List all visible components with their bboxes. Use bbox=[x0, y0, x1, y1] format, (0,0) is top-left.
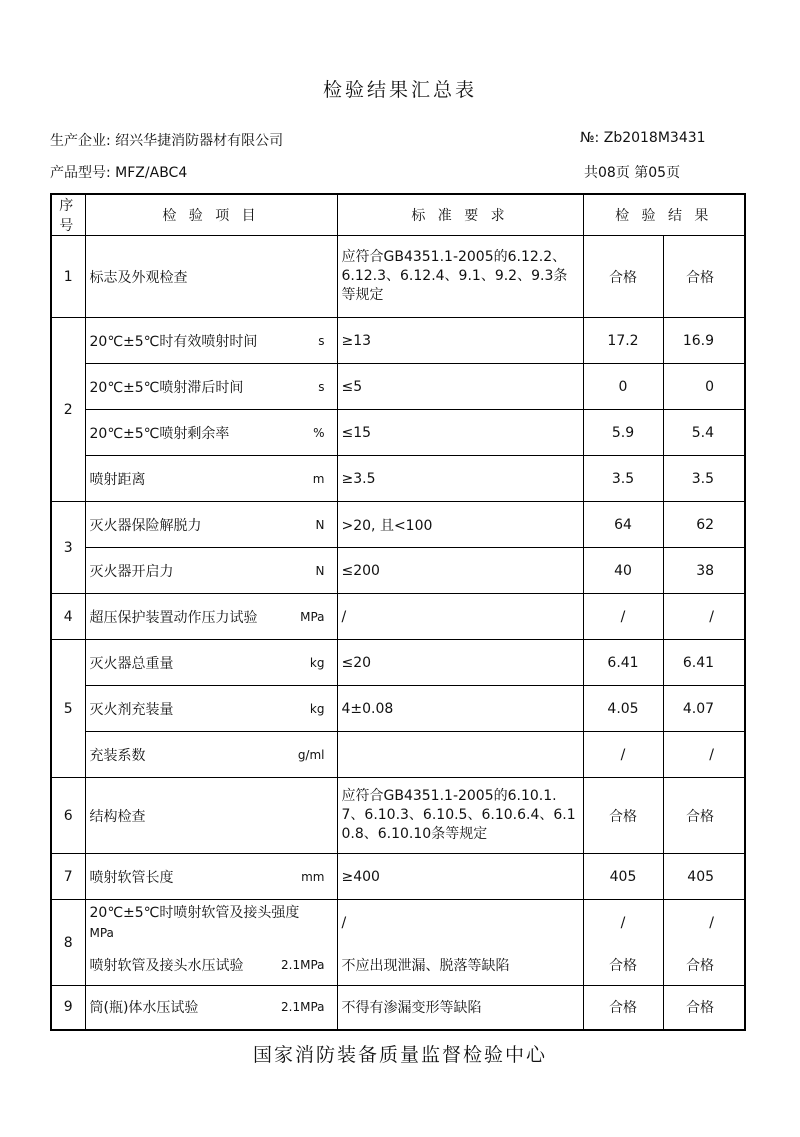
table-row bbox=[51, 548, 745, 594]
table-row bbox=[51, 410, 745, 456]
item-unit: % bbox=[313, 425, 325, 440]
row-result-1: 合格 bbox=[583, 236, 663, 318]
row-result-2: 38 bbox=[663, 548, 745, 594]
row-requirement: ≤15 bbox=[337, 410, 583, 456]
item-label: 灭火器保险解脱力 bbox=[89, 517, 202, 534]
item-label: 喷射距离 bbox=[89, 471, 146, 488]
table-row bbox=[51, 946, 745, 986]
row-result-1: 合格 bbox=[583, 778, 663, 854]
report-number: №: Zb2018M3431 bbox=[580, 130, 706, 146]
item-label: 结构检查 bbox=[89, 808, 146, 825]
header-result: 检 验 结 果 bbox=[583, 194, 745, 236]
row-item bbox=[85, 456, 337, 502]
item-label: 筒(瓶)体水压试验 bbox=[89, 1000, 199, 1017]
row-item bbox=[85, 236, 337, 318]
table-row bbox=[51, 502, 745, 548]
item-label: 标志及外观检查 bbox=[89, 269, 188, 286]
table-header-row bbox=[51, 194, 745, 236]
row-result-1: 40 bbox=[583, 548, 663, 594]
row-result-1: 17.2 bbox=[583, 318, 663, 364]
table-row bbox=[51, 732, 745, 778]
row-result-2: 4.07 bbox=[663, 686, 745, 732]
row-result-1: / bbox=[583, 900, 663, 946]
table-row bbox=[51, 686, 745, 732]
item-label: 灭火器开启力 bbox=[89, 563, 174, 580]
table-row bbox=[51, 986, 745, 1030]
header-no: 序号 bbox=[51, 194, 85, 236]
row-item bbox=[85, 778, 337, 854]
item-label: 充装系数 bbox=[89, 747, 146, 764]
table-row bbox=[51, 236, 745, 318]
row-item bbox=[85, 986, 337, 1030]
producer-name: 绍兴华捷消防器材有限公司 bbox=[115, 133, 284, 149]
row-requirement: >20, 且<100 bbox=[337, 502, 583, 548]
row-no: 6 bbox=[51, 778, 85, 854]
row-no: 8 bbox=[51, 900, 85, 986]
row-result-1: 6.41 bbox=[583, 640, 663, 686]
row-result-2: 5.4 bbox=[663, 410, 745, 456]
row-requirement: 不应出现泄漏、脱落等缺陷 bbox=[337, 946, 583, 986]
footer-organization: 国家消防装备质量监督检验中心 bbox=[252, 1044, 547, 1066]
table-row bbox=[51, 900, 745, 946]
row-item bbox=[85, 946, 337, 986]
producer-line bbox=[50, 130, 283, 150]
row-no: 3 bbox=[51, 502, 85, 594]
row-no: 4 bbox=[51, 594, 85, 640]
table-row bbox=[51, 318, 745, 364]
row-result-1: 5.9 bbox=[583, 410, 663, 456]
row-requirement: ≥13 bbox=[337, 318, 583, 364]
row-no: 7 bbox=[51, 854, 85, 900]
row-result-1: 4.05 bbox=[583, 686, 663, 732]
row-item bbox=[85, 854, 337, 900]
row-item bbox=[85, 318, 337, 364]
row-result-2: 62 bbox=[663, 502, 745, 548]
item-label: 20℃±5℃喷射滞后时间 bbox=[89, 379, 244, 396]
row-result-1: 合格 bbox=[583, 986, 663, 1030]
row-result-1: / bbox=[583, 732, 663, 778]
table-row bbox=[51, 364, 745, 410]
row-requirement: ≤20 bbox=[337, 640, 583, 686]
row-requirement: 4±0.08 bbox=[337, 686, 583, 732]
row-result-1: 合格 bbox=[583, 946, 663, 986]
item-unit: 2.1MPa bbox=[281, 958, 325, 973]
item-unit: s bbox=[318, 379, 325, 394]
item-unit: 2.1MPa bbox=[281, 1000, 325, 1015]
row-item bbox=[85, 594, 337, 640]
row-item bbox=[85, 640, 337, 686]
row-item bbox=[85, 900, 337, 946]
row-result-2: 3.5 bbox=[663, 456, 745, 502]
item-label: 20℃±5℃时喷射软管及接头强度 bbox=[89, 904, 300, 921]
row-result-2: 16.9 bbox=[663, 318, 745, 364]
row-requirement bbox=[337, 732, 583, 778]
table-row bbox=[51, 640, 745, 686]
item-label: 灭火剂充装量 bbox=[89, 701, 174, 718]
item-unit: N bbox=[315, 563, 325, 578]
item-label: 超压保护装置动作压力试验 bbox=[89, 609, 258, 626]
row-result-1: 0 bbox=[583, 364, 663, 410]
row-requirement: / bbox=[337, 900, 583, 946]
header-item: 检 验 项 目 bbox=[85, 194, 337, 236]
item-unit: MPa bbox=[89, 925, 114, 940]
row-result-2: 合格 bbox=[663, 236, 745, 318]
page-title: 检验结果汇总表 bbox=[322, 79, 477, 101]
row-result-1: 3.5 bbox=[583, 456, 663, 502]
row-result-1: 405 bbox=[583, 854, 663, 900]
table-row bbox=[51, 854, 745, 900]
row-no: 5 bbox=[51, 640, 85, 778]
model-value: MFZ/ABC4 bbox=[115, 165, 188, 181]
row-requirement: ≤5 bbox=[337, 364, 583, 410]
item-label: 灭火器总重量 bbox=[89, 655, 174, 672]
item-label: 喷射软管及接头水压试验 bbox=[89, 958, 244, 975]
row-item bbox=[85, 364, 337, 410]
row-item bbox=[85, 548, 337, 594]
row-result-2: 合格 bbox=[663, 986, 745, 1030]
results-table bbox=[50, 193, 746, 1031]
row-requirement: ≥3.5 bbox=[337, 456, 583, 502]
table-row bbox=[51, 594, 745, 640]
row-result-2: / bbox=[663, 594, 745, 640]
table-row bbox=[51, 778, 745, 854]
producer-label: 生产企业: bbox=[50, 133, 111, 149]
row-requirement: / bbox=[337, 594, 583, 640]
row-item bbox=[85, 686, 337, 732]
table-row bbox=[51, 456, 745, 502]
header-requirement: 标 准 要 求 bbox=[337, 194, 583, 236]
row-requirement: ≤200 bbox=[337, 548, 583, 594]
row-item bbox=[85, 732, 337, 778]
row-requirement: 应符合GB4351.1-2005的6.12.2、6.12.3、6.12.4、9.1、9.2、9.3条等规定 bbox=[337, 236, 583, 318]
row-no: 9 bbox=[51, 986, 85, 1030]
row-result-2: 6.41 bbox=[663, 640, 745, 686]
row-item bbox=[85, 502, 337, 548]
row-item bbox=[85, 410, 337, 456]
item-unit: m bbox=[312, 471, 325, 486]
item-unit: N bbox=[315, 517, 325, 532]
row-requirement: 不得有渗漏变形等缺陷 bbox=[337, 986, 583, 1030]
row-result-2: 合格 bbox=[663, 946, 745, 986]
item-unit: s bbox=[318, 333, 325, 348]
item-unit: kg bbox=[309, 701, 325, 716]
item-unit: g/ml bbox=[297, 747, 325, 762]
row-requirement: ≥400 bbox=[337, 854, 583, 900]
model-label: 产品型号: bbox=[50, 165, 111, 181]
row-result-2: / bbox=[663, 732, 745, 778]
item-unit: mm bbox=[301, 869, 325, 884]
item-unit: kg bbox=[309, 655, 325, 670]
row-result-1: 64 bbox=[583, 502, 663, 548]
row-no: 1 bbox=[51, 236, 85, 318]
item-label: 20℃±5℃时有效喷射时间 bbox=[89, 333, 258, 350]
model-line bbox=[50, 162, 187, 182]
item-label: 喷射软管长度 bbox=[89, 869, 174, 886]
row-result-2: 合格 bbox=[663, 778, 745, 854]
row-result-2: 0 bbox=[663, 364, 745, 410]
page-count: 共08页 第05页 bbox=[584, 165, 681, 181]
row-result-2: 405 bbox=[663, 854, 745, 900]
item-unit: MPa bbox=[300, 609, 325, 624]
row-no: 2 bbox=[51, 318, 85, 502]
item-label: 20℃±5℃喷射剩余率 bbox=[89, 425, 230, 442]
row-result-2: / bbox=[663, 900, 745, 946]
row-result-1: / bbox=[583, 594, 663, 640]
row-requirement: 应符合GB4351.1-2005的6.10.1.7、6.10.3、6.10.5、6.10.6.4、6.10.8、6.10.10条等规定 bbox=[337, 778, 583, 854]
